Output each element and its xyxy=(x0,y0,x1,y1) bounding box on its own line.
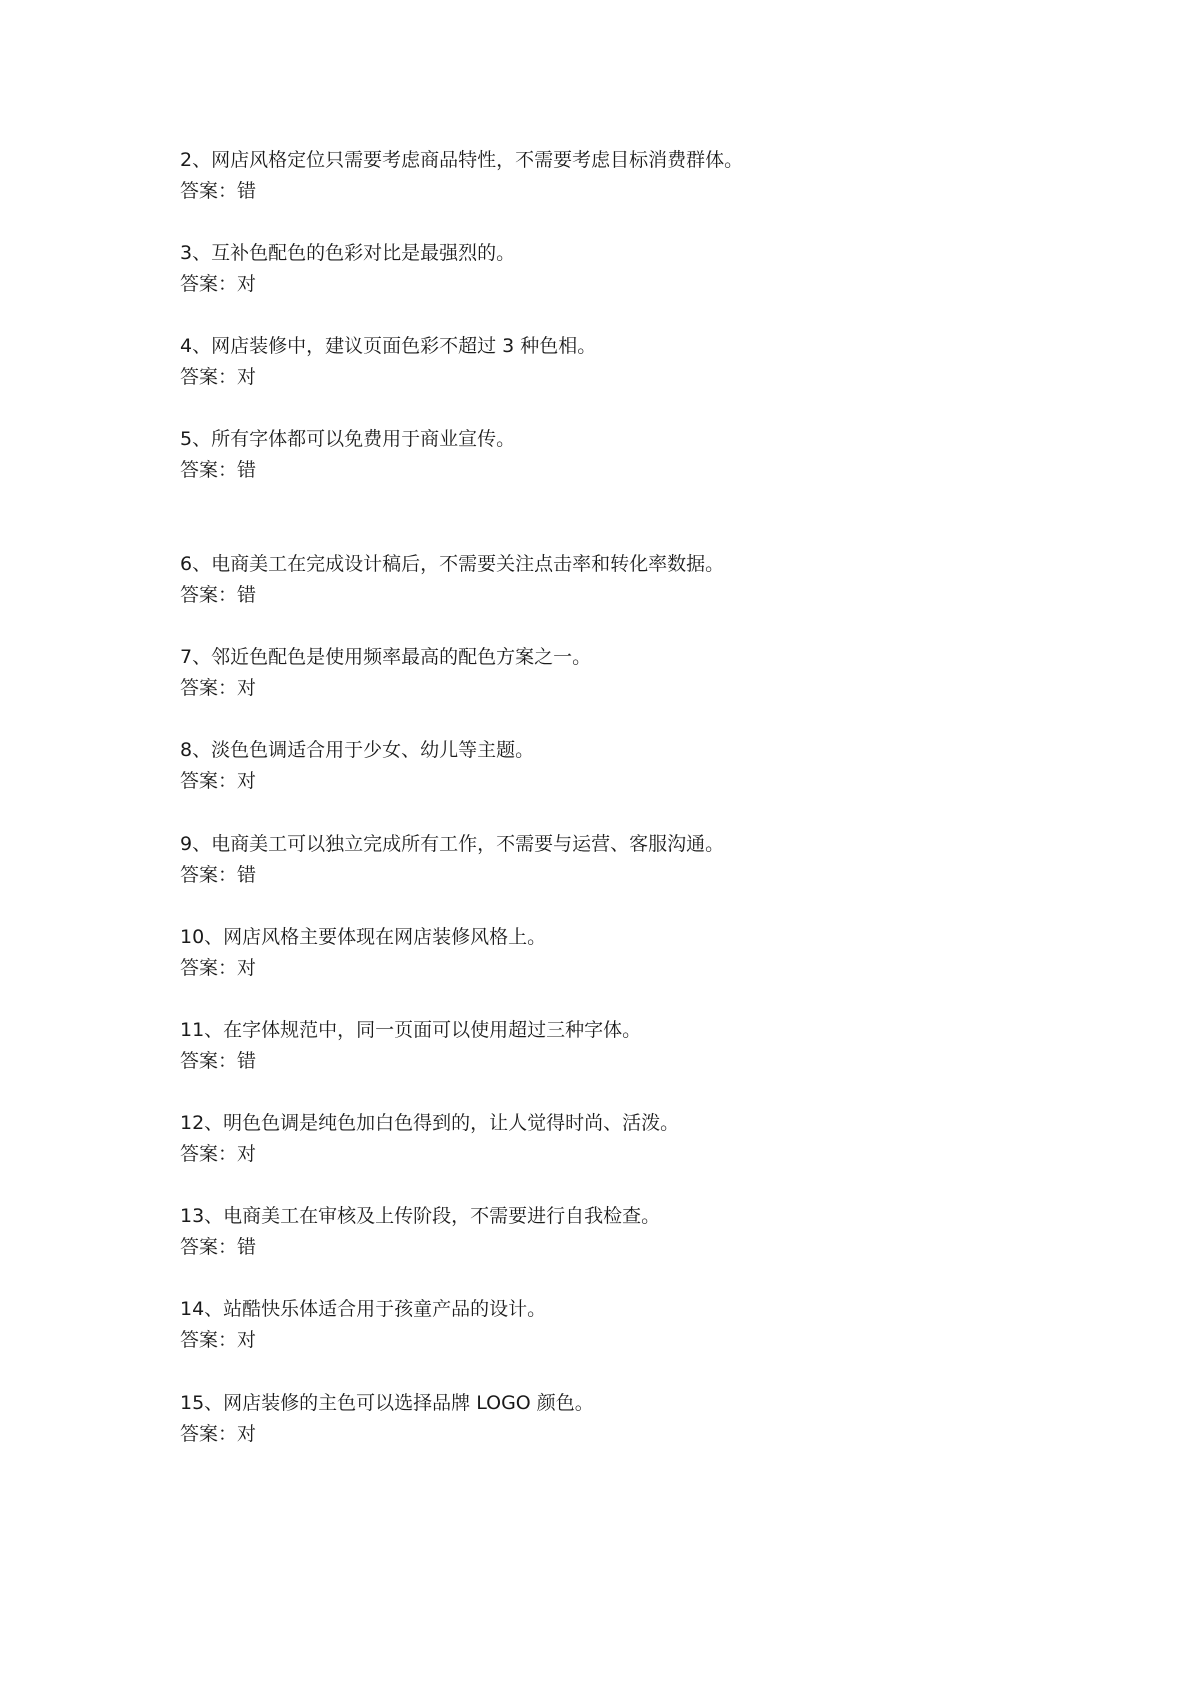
answer-text: 答案：错 xyxy=(180,459,257,481)
qa-item xyxy=(180,1294,1080,1356)
answer-text: 答案：对 xyxy=(180,1143,257,1165)
qa-item xyxy=(180,1108,1080,1170)
question-text: 12、明色色调是纯色加白色得到的，让人觉得时尚、活泼。 xyxy=(180,1112,680,1134)
answer-text: 答案：对 xyxy=(180,1423,257,1445)
qa-item xyxy=(180,922,1080,984)
answer-text: 答案：对 xyxy=(180,770,257,792)
question-text: 11、在字体规范中，同一页面可以使用超过三种字体。 xyxy=(180,1019,642,1041)
qa-item xyxy=(180,1388,1080,1450)
answer-text: 答案：错 xyxy=(180,864,257,886)
answer-text: 答案：对 xyxy=(180,1329,257,1351)
question-text: 7、邻近色配色是使用频率最高的配色方案之一。 xyxy=(180,646,592,668)
question-text: 2、网店风格定位只需要考虑商品特性，不需要考虑目标消费群体。 xyxy=(180,149,744,171)
qa-item xyxy=(180,549,1080,611)
question-text: 4、网店装修中，建议页面色彩不超过 3 种色相。 xyxy=(180,335,597,357)
answer-text: 答案：对 xyxy=(180,957,257,979)
question-text: 15、网店装修的主色可以选择品牌 LOGO 颜色。 xyxy=(180,1392,594,1414)
question-text: 10、网店风格主要体现在网店装修风格上。 xyxy=(180,926,547,948)
question-text: 3、互补色配色的色彩对比是最强烈的。 xyxy=(180,242,516,264)
question-text: 9、电商美工可以独立完成所有工作，不需要与运营、客服沟通。 xyxy=(180,833,725,855)
question-text: 14、站酷快乐体适合用于孩童产品的设计。 xyxy=(180,1298,547,1320)
answer-text: 答案：对 xyxy=(180,273,257,295)
qa-item xyxy=(180,145,1080,207)
qa-item xyxy=(180,1015,1080,1077)
question-text: 13、电商美工在审核及上传阶段，不需要进行自我检查。 xyxy=(180,1205,661,1227)
question-text: 8、淡色色调适合用于少女、幼儿等主题。 xyxy=(180,739,535,761)
answer-text: 答案：错 xyxy=(180,180,257,202)
answer-text: 答案：错 xyxy=(180,1050,257,1072)
qa-item xyxy=(180,642,1080,704)
qa-item xyxy=(180,829,1080,891)
question-text: 6、电商美工在完成设计稿后，不需要关注点击率和转化率数据。 xyxy=(180,553,725,575)
answer-text: 答案：对 xyxy=(180,677,257,699)
qa-item xyxy=(180,424,1080,486)
qa-item xyxy=(180,238,1080,300)
qa-item xyxy=(180,1201,1080,1263)
answer-text: 答案：错 xyxy=(180,584,257,606)
qa-item xyxy=(180,331,1080,393)
qa-item xyxy=(180,735,1080,797)
question-text: 5、所有字体都可以免费用于商业宣传。 xyxy=(180,428,516,450)
answer-text: 答案：对 xyxy=(180,366,257,388)
answer-text: 答案：错 xyxy=(180,1236,257,1258)
